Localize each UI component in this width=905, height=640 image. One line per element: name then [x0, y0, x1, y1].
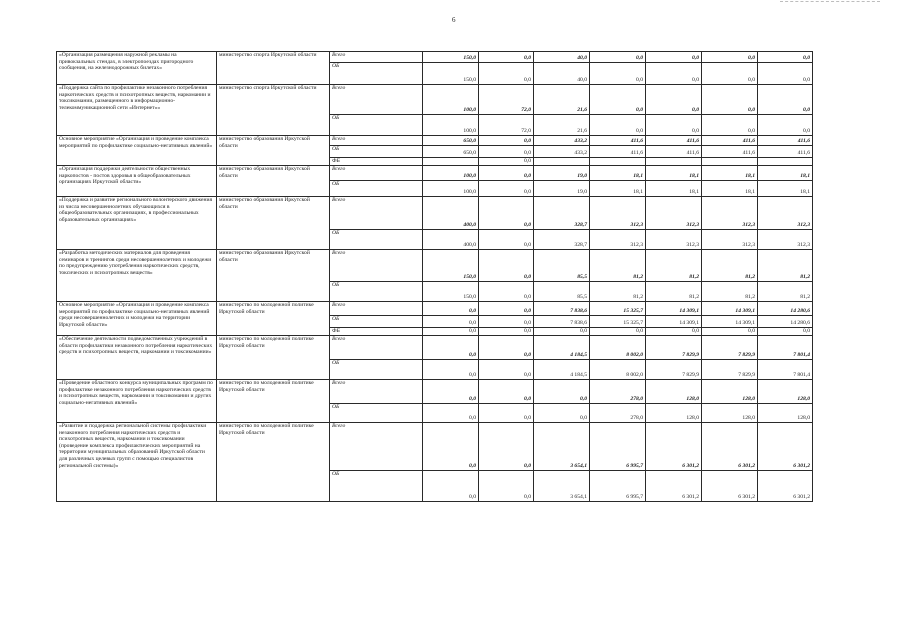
amount-cell: 81,2 [702, 282, 758, 302]
amount-cell: 6 301,2 [758, 423, 813, 471]
amount-cell: 100,0 [423, 85, 479, 115]
amount-cell [534, 158, 590, 166]
funding-source: Всего [330, 423, 423, 471]
amount-cell: 15 325,7 [590, 302, 646, 316]
responsible-department: министерство образования Иркутской области [217, 250, 330, 302]
amount-cell: 411,6 [758, 136, 813, 146]
funding-source: ОБ [330, 282, 423, 302]
activity-description: Основное мероприятие «Организация и проведение комплекса мероприятий по профилактике социально-негативных явлений» [57, 136, 217, 166]
amount-cell: 411,6 [590, 146, 646, 158]
table-row [57, 302, 813, 316]
amount-cell: 3 654,1 [534, 423, 590, 471]
responsible-department: министерство образования Иркутской области [217, 166, 330, 197]
responsible-department: министерство по молодежной политике Иркутской области [217, 380, 330, 423]
amount-cell: 81,2 [758, 250, 813, 282]
amount-cell: 0,0 [479, 360, 534, 380]
amount-cell: 6 301,2 [758, 471, 813, 502]
amount-cell: 6 301,2 [702, 423, 758, 471]
amount-cell: 72,0 [479, 115, 534, 136]
responsible-department: министерство образования Иркутской области [217, 136, 330, 166]
amount-cell: 15 325,7 [590, 316, 646, 328]
amount-cell: 0,0 [590, 52, 646, 63]
table-row [57, 423, 813, 471]
amount-cell: 328,7 [534, 230, 590, 250]
amount-cell: 411,6 [702, 136, 758, 146]
amount-cell: 328,7 [534, 197, 590, 230]
amount-cell: 81,2 [590, 282, 646, 302]
amount-cell: 0,0 [646, 85, 702, 115]
funding-source: ОБ [330, 404, 423, 423]
amount-cell: 14 309,1 [702, 316, 758, 328]
amount-cell: 433,2 [534, 146, 590, 158]
amount-cell: 0,0 [758, 85, 813, 115]
amount-cell: 14 280,6 [758, 316, 813, 328]
amount-cell: 312,3 [758, 197, 813, 230]
amount-cell: 0,0 [479, 197, 534, 230]
amount-cell: 0,0 [534, 328, 590, 336]
amount-cell: 0,0 [423, 404, 479, 423]
funding-source: ОБ [330, 146, 423, 158]
amount-cell: 0,0 [479, 230, 534, 250]
amount-cell: 14 309,1 [646, 302, 702, 316]
amount-cell: 650,0 [423, 146, 479, 158]
amount-cell: 0,0 [758, 63, 813, 85]
amount-cell: 18,1 [702, 166, 758, 181]
amount-cell: 21,6 [534, 115, 590, 136]
responsible-department: министерство спорта Иркутской области [217, 52, 330, 85]
amount-cell: 4 184,5 [534, 336, 590, 360]
amount-cell: 0,0 [479, 302, 534, 316]
table-row [57, 336, 813, 360]
amount-cell [423, 158, 479, 166]
amount-cell [646, 158, 702, 166]
amount-cell: 0,0 [423, 336, 479, 360]
amount-cell: 0,0 [423, 423, 479, 471]
amount-cell: 85,5 [534, 250, 590, 282]
amount-cell: 7 838,6 [534, 302, 590, 316]
amount-cell: 0,0 [702, 52, 758, 63]
amount-cell: 128,0 [702, 404, 758, 423]
amount-cell: 312,3 [758, 230, 813, 250]
amount-cell: 0,0 [479, 146, 534, 158]
amount-cell: 0,0 [479, 471, 534, 502]
amount-cell: 0,0 [479, 404, 534, 423]
amount-cell: 278,0 [590, 380, 646, 404]
amount-cell: 0,0 [702, 328, 758, 336]
amount-cell: 400,0 [423, 230, 479, 250]
funding-source: Всего [330, 197, 423, 230]
activity-description: «Развитие и поддержка региональной системы профилактики незаконного потребления наркотических средств и психотропных веществ, наркомании и токсикомании (проведение комплекса профилактических мероприятий на территории муниципальных образований Иркутской области для различных целевых групп с помощью специалистов региональной системы)» [57, 423, 217, 502]
table-row [57, 250, 813, 282]
amount-cell: 312,3 [646, 230, 702, 250]
amount-cell: 650,0 [423, 136, 479, 146]
amount-cell: 128,0 [646, 380, 702, 404]
amount-cell [702, 158, 758, 166]
amount-cell: 8 002,0 [590, 360, 646, 380]
amount-cell: 8 002,0 [590, 336, 646, 360]
amount-cell: 6 995,7 [590, 423, 646, 471]
scan-artifact [780, 1, 880, 3]
amount-cell: 0,0 [646, 115, 702, 136]
table-row [57, 52, 813, 63]
amount-cell: 0,0 [423, 316, 479, 328]
amount-cell: 7 801,4 [758, 336, 813, 360]
amount-cell: 7 838,6 [534, 316, 590, 328]
amount-cell: 312,3 [702, 230, 758, 250]
amount-cell: 150,0 [423, 250, 479, 282]
amount-cell: 150,0 [423, 282, 479, 302]
funding-source: Всего [330, 166, 423, 181]
amount-cell: 0,0 [479, 282, 534, 302]
amount-cell: 4 184,5 [534, 360, 590, 380]
amount-cell: 100,0 [423, 166, 479, 181]
responsible-department: министерство по молодежной политике Иркутской области [217, 423, 330, 502]
amount-cell: 40,0 [534, 52, 590, 63]
amount-cell: 0,0 [758, 52, 813, 63]
amount-cell: 0,0 [590, 63, 646, 85]
amount-cell: 7 801,4 [758, 360, 813, 380]
funding-source: Всего [330, 250, 423, 282]
amount-cell: 128,0 [758, 404, 813, 423]
amount-cell: 7 829,9 [702, 336, 758, 360]
amount-cell: 312,3 [590, 230, 646, 250]
amount-cell: 0,0 [758, 328, 813, 336]
table-row [57, 380, 813, 404]
amount-cell: 0,0 [479, 250, 534, 282]
activity-description: «Организация размещения наружной рекламы на привокзальных стендах, в электропоездах пригородного сообщения, на железнодорожных билетах» [57, 52, 217, 85]
amount-cell: 128,0 [646, 404, 702, 423]
amount-cell: 411,6 [646, 136, 702, 146]
amount-cell: 6 301,2 [646, 471, 702, 502]
amount-cell: 128,0 [702, 380, 758, 404]
activity-description: «Обеспечение деятельности подведомственных учреждений в области профилактики незаконного потребления наркотических средств и психотропных веществ, наркомании и токсикомании» [57, 336, 217, 380]
amount-cell: 21,6 [534, 85, 590, 115]
amount-cell: 7 829,9 [702, 360, 758, 380]
amount-cell: 411,6 [758, 146, 813, 158]
amount-cell: 18,1 [646, 166, 702, 181]
amount-cell: 6 301,2 [646, 423, 702, 471]
funding-source: ОБ [330, 360, 423, 380]
responsible-department: министерство по молодежной политике Иркутской области [217, 336, 330, 380]
amount-cell: 0,0 [479, 136, 534, 146]
amount-cell: 0,0 [702, 115, 758, 136]
funding-source: ОБ [330, 63, 423, 85]
funding-source: ОБ [330, 230, 423, 250]
amount-cell: 278,0 [590, 404, 646, 423]
table-row [57, 136, 813, 146]
amount-cell: 0,0 [646, 63, 702, 85]
amount-cell: 7 829,9 [646, 360, 702, 380]
amount-cell: 6 301,2 [702, 471, 758, 502]
amount-cell: 0,0 [479, 166, 534, 181]
amount-cell: 0,0 [479, 52, 534, 63]
activity-description: Основное мероприятие «Организация и проведение комплекса мероприятий по профилактике социально-негативных явлений среди несовершеннолетних и молодежи на территории Иркутской области» [57, 302, 217, 336]
page-number: 6 [452, 16, 456, 24]
amount-cell: 0,0 [590, 85, 646, 115]
amount-cell: 0,0 [479, 336, 534, 360]
funding-source: Всего [330, 136, 423, 146]
amount-cell: 411,6 [646, 146, 702, 158]
amount-cell: 0,0 [479, 380, 534, 404]
amount-cell: 0,0 [702, 63, 758, 85]
amount-cell [758, 158, 813, 166]
funding-source: ФБ [330, 328, 423, 336]
amount-cell: 3 654,1 [534, 471, 590, 502]
amount-cell: 312,3 [590, 197, 646, 230]
amount-cell: 0,0 [479, 63, 534, 85]
amount-cell: 0,0 [479, 328, 534, 336]
responsible-department: министерство по молодежной политике Иркутской области [217, 302, 330, 336]
responsible-department: министерство образования Иркутской области [217, 197, 330, 250]
budget-table [56, 51, 813, 502]
funding-source: Всего [330, 52, 423, 63]
activity-description: «Поддержка и развитие регионального волонтерского движения из числа несовершеннолетних обучающихся в общеобразовательных организациях, в профессиональных образовательных организациях» [57, 197, 217, 250]
amount-cell: 81,2 [590, 250, 646, 282]
amount-cell: 0,0 [534, 380, 590, 404]
amount-cell: 81,2 [646, 282, 702, 302]
amount-cell: 18,1 [590, 166, 646, 181]
amount-cell: 0,0 [423, 360, 479, 380]
amount-cell: 0,0 [423, 302, 479, 316]
amount-cell: 100,0 [423, 115, 479, 136]
table-row [57, 197, 813, 230]
funding-source: ОБ [330, 115, 423, 136]
amount-cell: 19,0 [534, 166, 590, 181]
amount-cell: 81,2 [758, 282, 813, 302]
activity-description: «Проведение областного конкурса муниципальных программ по профилактике незаконного потребления наркотических средств и психотропных веществ, наркомании и токсикомании и других социально-негативных явлений» [57, 380, 217, 423]
activity-description: «Организация поддержки деятельности общественных наркопостов - постов здоровья в общеобразовательных организациях Иркутской области» [57, 166, 217, 197]
amount-cell: 128,0 [758, 380, 813, 404]
funding-source: ФБ [330, 158, 423, 166]
amount-cell: 18,1 [702, 181, 758, 197]
funding-source: Всего [330, 380, 423, 404]
amount-cell: 0,0 [646, 328, 702, 336]
amount-cell: 0,0 [423, 328, 479, 336]
amount-cell: 0,0 [758, 115, 813, 136]
amount-cell: 85,5 [534, 282, 590, 302]
amount-cell: 0,0 [423, 471, 479, 502]
amount-cell: 0,0 [423, 380, 479, 404]
table-row [57, 166, 813, 181]
amount-cell: 400,0 [423, 197, 479, 230]
funding-source: ОБ [330, 316, 423, 328]
funding-source: ОБ [330, 471, 423, 502]
amount-cell: 19,0 [534, 181, 590, 197]
funding-source: Всего [330, 336, 423, 360]
amount-cell: 18,1 [590, 181, 646, 197]
activity-description: «Поддержка сайта по профилактике незаконного потребления наркотических средств и психотропных веществ, наркомании и токсикомании, размещенного в информационно-телекоммуникационной сети «Интернет»» [57, 85, 217, 136]
amount-cell: 100,0 [423, 181, 479, 197]
amount-cell: 0,0 [702, 85, 758, 115]
amount-cell: 411,6 [702, 146, 758, 158]
amount-cell: 0,0 [479, 316, 534, 328]
amount-cell: 0,0 [590, 328, 646, 336]
funding-source: Всего [330, 85, 423, 115]
amount-cell: 150,0 [423, 52, 479, 63]
amount-cell: 0,0 [534, 404, 590, 423]
amount-cell: 433,2 [534, 136, 590, 146]
amount-cell: 150,0 [423, 63, 479, 85]
funding-source: Всего [330, 302, 423, 316]
amount-cell: 14 280,6 [758, 302, 813, 316]
amount-cell: 312,3 [702, 197, 758, 230]
amount-cell: 81,2 [646, 250, 702, 282]
amount-cell: 0,0 [479, 181, 534, 197]
funding-source: ОБ [330, 181, 423, 197]
amount-cell: 7 829,9 [646, 336, 702, 360]
activity-description: «Разработка методических материалов для проведения семинаров и тренингов среди несовершеннолетних и молодежи по предупреждению употребления наркотических средств, токсических и психотропных веществ» [57, 250, 217, 302]
amount-cell: 0,0 [479, 158, 534, 166]
amount-cell: 18,1 [758, 166, 813, 181]
amount-cell: 0,0 [479, 423, 534, 471]
amount-cell: 0,0 [646, 52, 702, 63]
amount-cell: 411,6 [590, 136, 646, 146]
table-row [57, 85, 813, 115]
responsible-department: министерство спорта Иркутской области [217, 85, 330, 136]
amount-cell: 18,1 [758, 181, 813, 197]
amount-cell: 18,1 [646, 181, 702, 197]
amount-cell: 14 309,1 [646, 316, 702, 328]
amount-cell: 14 309,1 [702, 302, 758, 316]
amount-cell: 312,3 [646, 197, 702, 230]
amount-cell [590, 158, 646, 166]
amount-cell: 81,2 [702, 250, 758, 282]
amount-cell: 0,0 [590, 115, 646, 136]
amount-cell: 6 995,7 [590, 471, 646, 502]
amount-cell: 72,0 [479, 85, 534, 115]
amount-cell: 40,0 [534, 63, 590, 85]
